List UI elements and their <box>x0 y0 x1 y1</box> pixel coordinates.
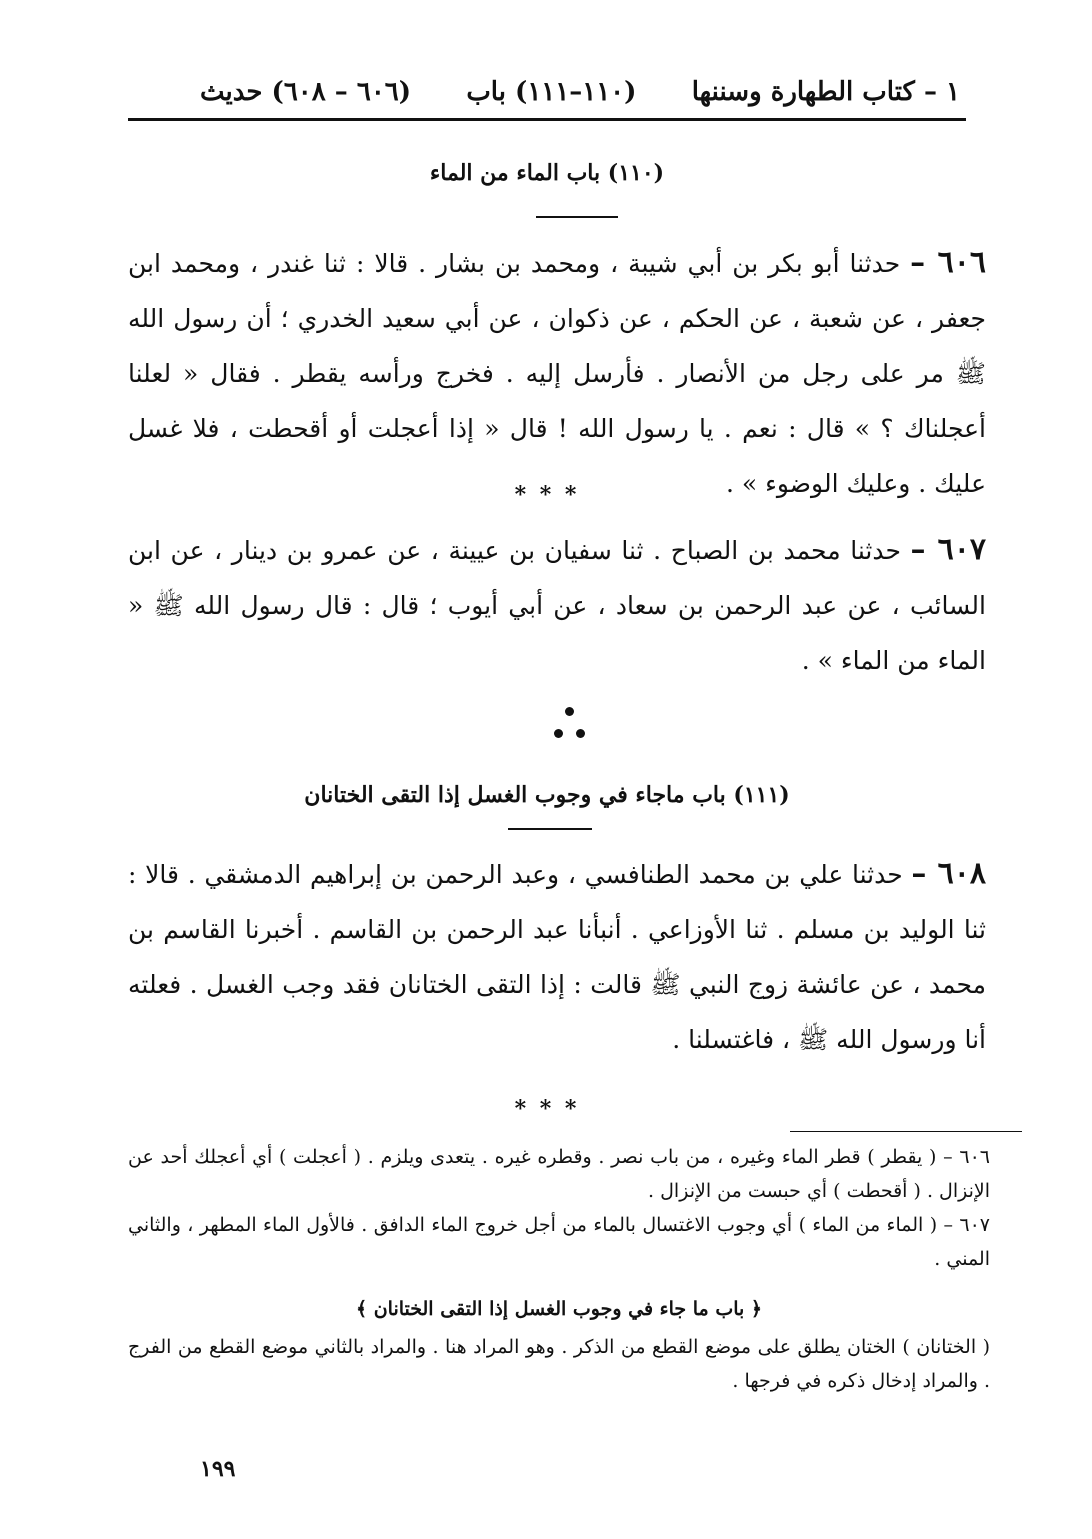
hadith-number: ٦٠٦ – <box>910 245 986 280</box>
hadith-text: حدثنا محمد بن الصباح . ثنا سفيان بن عيينة ، عن عمرو بن دينار ، عن ابن السائب ، عن عبد الرحمن بن سعاد ، عن أبي أيوب ؛ قال : قال رسول الله ﷺ « الماء من الماء » . <box>128 536 986 675</box>
chapter-title-110: (١١٠) باب الماء من الماء <box>429 160 665 186</box>
hadith-number: ٦٠٨ – <box>911 856 986 891</box>
separator-stars: * * * <box>514 1096 580 1122</box>
header-hadith-range: (٦٠٦ – ٦٠٨) حديث <box>200 77 412 107</box>
page-number: ١٩٩ <box>200 1456 236 1482</box>
hadith-606 <box>128 235 986 511</box>
title-underline <box>536 216 618 218</box>
hadith-number: ٦٠٧ – <box>910 532 986 567</box>
separator-stars: * * * <box>514 482 580 508</box>
header-rule <box>128 118 966 121</box>
title-underline <box>508 828 592 830</box>
footnote-606: ٦٠٦ – ( يقطر ) قطر الماء وغيره ، من باب نصر . وقطره غيره . يتعدى ويلزم . ( أعجلت ) أي أعجلك أحد عن الإنزال . ( أقحطت ) أي حبست من الإنزال . <box>128 1146 990 1202</box>
running-header <box>200 72 960 112</box>
hadith-text: حدثنا علي بن محمد الطنافسي ، وعبد الرحمن بن إبراهيم الدمشقي . قالا : ثنا الوليد بن مسلم . ثنا الأوزاعي . أنبأنا عبد الرحمن بن القاسم . أخبرنا القاسم بن محمد ، عن عائشة زوج النبي ﷺ قالت : إذا التقى الختانان فقد وجب الغسل . فعلته أنا ورسول الله ﷺ ، فاغتسلنا . <box>128 860 986 1054</box>
hadith-608 <box>128 846 986 1067</box>
footnote-chapter-heading: ﴿ باب ما جاء في وجوب الغسل إذا التقى الختانان ﴾ <box>355 1298 763 1320</box>
section-divider-dots <box>540 705 600 745</box>
chapter-title-111: (١١١) باب ماجاء في وجوب الغسل إذا التقى الختانان <box>304 782 790 808</box>
footnote-607: ٦٠٧ – ( الماء من الماء ) أي وجوب الاغتسال بالماء من أجل خروج الماء الدافق . فالأول الماء المطهر ، والثاني المني . <box>128 1214 990 1270</box>
footnote-chapter: ( الختانان ) الختان يطلق على موضع القطع من الذكر . وهو المراد هنا . والمراد بالثاني موضع القطع من الفرج . والمراد إدخال ذكره في فرجها . <box>128 1336 990 1392</box>
footnotes <box>128 1140 990 1398</box>
footnote-rule <box>790 1131 1022 1132</box>
header-chapter-range: (١١٠–١١١) باب <box>466 77 637 107</box>
hadith-text: حدثنا أبو بكر بن أبي شيبة ، ومحمد بن بشار . قالا : ثنا غندر ، ومحمد ابن جعفر ، عن شعبة ، عن الحكم ، عن ذكوان ، عن أبي سعيد الخدري ؛ أن رسول الله ﷺ مر على رجل من الأنصار . فأرسل إليه . فخرج ورأسه يقطر . فقال « لعلنا أعجلناك ؟ » قال : نعم . يا رسول الله ! قال « إذا أعجلت أو أقحطت ، فلا غسل عليك . وعليك الوضوء » . <box>128 249 986 498</box>
hadith-607 <box>128 522 986 688</box>
header-book-title: ١ – كتاب الطهارة وسننها <box>691 77 960 107</box>
